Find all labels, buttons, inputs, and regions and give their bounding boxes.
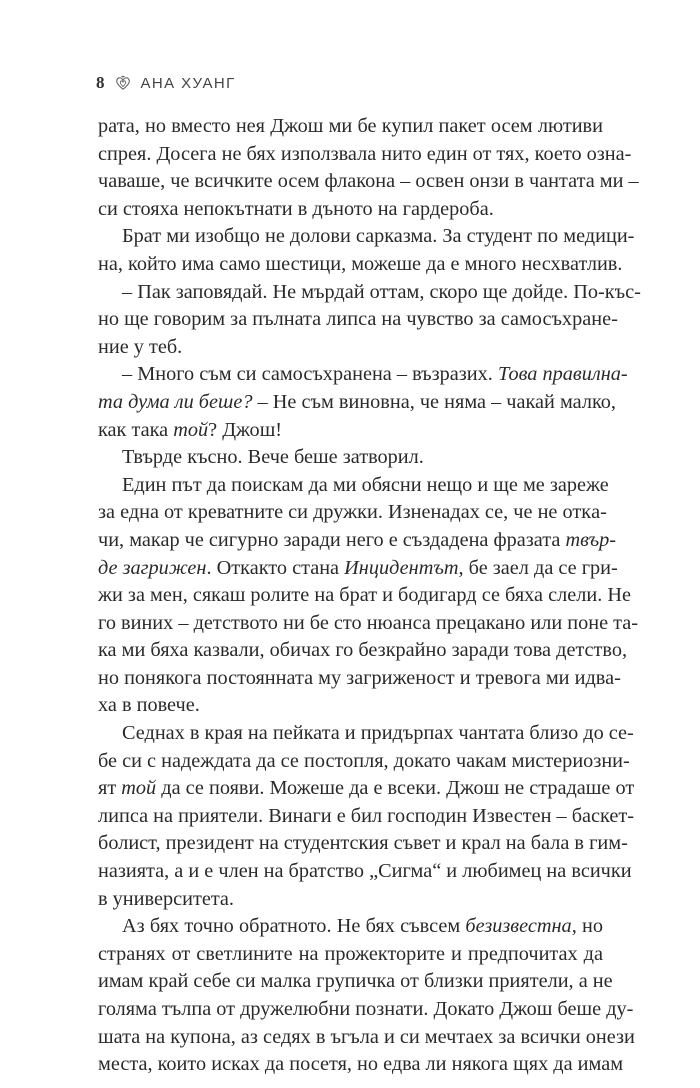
line-text: липса на приятели. Винаги е бил господин Известен – баскет- [98,804,635,827]
author-name: АНА ХУАНГ [140,74,236,92]
line-text: как така [98,418,174,441]
line-text: но ще говорим за пълната липса на чувство за самосъхране- [98,308,618,331]
text-line [98,913,603,941]
line-text: голяма тълпа от дружелюбни познати. Докато Джош беше ду- [98,998,634,1020]
line-text: Един път да поискам да ми обясни нещо и ще ме зареже [122,473,609,496]
line-text: шата на купона, аз седях в ъгъла и си мечтаех за всички онези [98,1025,635,1048]
text-line [98,582,631,610]
text-line [98,251,623,279]
line-text: чаваше, че всичките осем флакона – освен онзи в чантата ми – [98,170,639,193]
line-text: бе си с надеждата да се постопля, докато чакам мистериозни- [98,749,630,772]
text-line [98,499,607,527]
text-line [98,858,632,886]
text-line [98,306,618,334]
text-line [98,472,609,500]
text-line [98,720,634,748]
line-text: го виних – детството ни бе сто нюанса прецакано или поне та- [98,611,639,634]
italic-text: твър- [565,528,617,551]
page-number: 8 [96,73,105,92]
text-line [98,941,603,969]
text-line [98,527,617,555]
line-text: . Откакто стана [206,556,345,579]
italic-text: та дума ли беше? [98,390,253,413]
italic-text: Това правилна- [497,363,628,386]
italic-text: той [173,418,209,441]
text-line [98,996,634,1024]
text-line [98,196,603,224]
text-line [98,692,603,720]
italic-text: безизвестна [465,915,572,938]
line-text: , бе заел да се гри- [458,556,618,579]
text-line [98,279,641,307]
text-line [98,555,618,583]
line-text: на, който има само шестици, можеше да е много несхватлив. [98,252,623,275]
line-text: – Много съм си самосъхранена – възразих. [122,363,498,386]
text-line [98,1024,635,1052]
line-text: да се появи. Можеше да е всеки. Джош не страдаше от [156,777,635,800]
italic-text: Инцидентът [344,556,459,579]
text-line [98,665,621,693]
line-text: болист, президент на студентския съвет и крал на бала в гим- [98,832,628,855]
text-line [98,610,639,638]
italic-text: той [121,777,157,800]
line-text: Седнах в края на пейката и придърпах чантата близо до се- [122,722,634,745]
line-text: жи за мен, сякаш ролите на брат и бодигард се бяха слели. Не [98,584,631,607]
line-text: ние у теб. [98,335,183,358]
text-line [98,1051,624,1079]
text-line [98,361,628,389]
text-line [98,748,630,776]
text-line [98,417,603,445]
line-text: спрея. Досега не бях използвала нито един от тях, което озна- [98,142,632,165]
line-text: ят [98,777,122,800]
text-line [98,334,603,362]
line-text: – Не съм виновна, че няма – чакай малко, [252,390,616,413]
line-text: Твърде късно. Вече беше затворил. [122,446,424,469]
text-line [98,444,603,472]
text-line [98,830,628,858]
text-line [98,223,635,251]
line-text: но понякога постоянната му загриженост и тревога ми идва- [98,666,621,689]
line-text: в университета. [98,887,234,910]
line-text: – Пак заповядай. Не мърдай оттам, скоро ще дойде. По-къс- [122,280,641,303]
text-line [98,886,603,914]
line-text: за една от креватните си дружки. Изненадах се, че не откa- [98,501,607,524]
line-text: назията, а и е член на братство „Сигма“ и любимец на всички [98,860,632,883]
text-line [98,389,616,417]
text-line [98,637,628,665]
text-line [98,168,639,196]
line-text: , но [571,915,603,938]
line-text: чи, макар че сигурно заради него е създадена фразата [98,528,566,551]
line-text: имам край себе си малка групичка от близки приятели, а не [98,970,613,993]
body-text [98,113,641,1079]
line-text: ха в повече. [98,694,200,717]
line-text: странях от светлините на прожекторите и предпочитах да [98,942,603,965]
running-header [96,68,236,98]
ornament-icon [114,74,132,92]
text-line [98,775,635,803]
line-text: си стояха непокътнати в дъното на гардероба. [98,197,494,220]
line-text: ? Джош! [208,418,283,441]
line-text: Брат ми изобщо не долови сарказма. За студент по медици- [122,225,635,248]
line-text: Аз бях точно обратното. Не бях съвсем [122,915,466,938]
text-line [98,141,632,169]
text-line [98,968,613,996]
text-line [98,113,603,141]
text-line [98,803,635,831]
line-text: ка ми бяха казвали, обичах го безкрайно заради това детство, [98,639,628,662]
line-text: рата, но вместо нея Джош ми бе купил пакет осем лютиви [98,115,603,137]
italic-text: де загрижен [98,556,207,579]
line-text: места, които исках да посетя, но едва ли някога щях да имам [98,1053,624,1076]
